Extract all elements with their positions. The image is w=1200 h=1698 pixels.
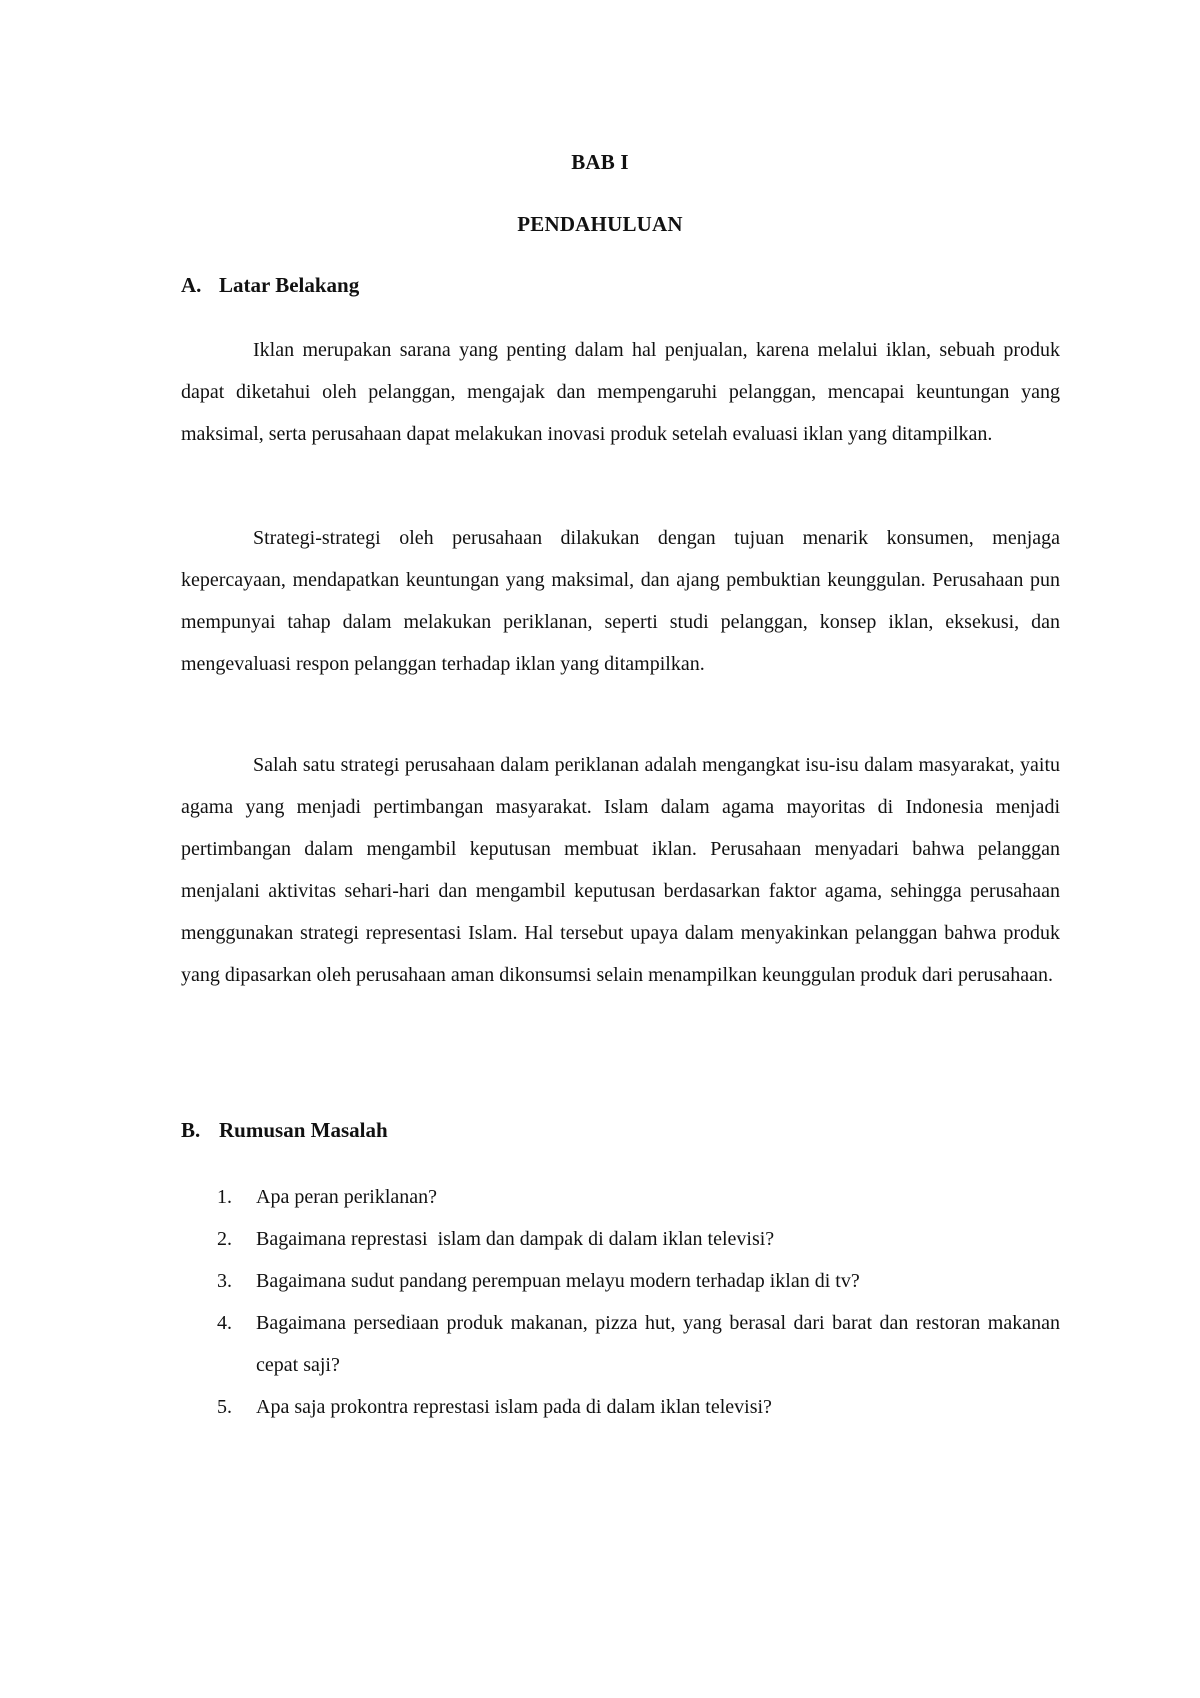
list-item [181,1302,1060,1386]
list-item [181,1260,1060,1302]
chapter-title: PENDAHULUAN [517,212,683,236]
list-item-text: Apa peran periklanan? [256,1186,438,1208]
section-letter: A. [181,273,202,297]
list-item-text: Apa saja prokontra represtasi islam pada di dalam iklan televisi? [256,1396,772,1418]
list-item-number: 5. [217,1396,232,1418]
list-item-number: 3. [217,1270,232,1292]
list-item [181,1386,1060,1428]
paragraph: Iklan merupakan sarana yang penting dalam hal penjualan, karena melalui iklan, sebuah produk dapat diketahui oleh pelanggan, mengajak dan mempengaruhi pelanggan, mencapai keuntungan yang maksimal, serta perusahaan dapat melakukan inovasi produk setelah evaluasi iklan yang ditampilkan. [181,339,1060,445]
section-heading-latar-belakang [181,273,359,298]
list-item-number: 1. [217,1186,232,1208]
list-item-text: Bagaimana persediaan produk makanan, pizza hut, yang berasal dari barat dan restoran makanan cepat saji? [256,1312,1060,1376]
list-item-number: 2. [217,1228,232,1250]
section-letter: B. [181,1118,201,1142]
paragraph: Strategi-strategi oleh perusahaan dilakukan dengan tujuan menarik konsumen, menjaga kepercayaan, mendapatkan keuntungan yang maksimal, dan ajang pembuktian keunggulan. Perusahaan pun mempunyai tahap dalam melakukan periklanan, seperti studi pelanggan, konsep iklan, eksekusi, dan mengevaluasi respon pelanggan terhadap iklan yang ditampilkan. [181,527,1060,675]
paragraph: Salah satu strategi perusahaan dalam periklanan adalah mengangkat isu-isu dalam masyarakat, yaitu agama yang menjadi pertimbangan masyarakat. Islam dalam agama mayoritas di Indonesia menjadi pertimbangan dalam mengambil keputusan membuat iklan. Perusahaan menyadari bahwa pelanggan menjalani aktivitas sehari-hari dan mengambil keputusan berdasarkan faktor agama, sehingga perusahaan menggunakan strategi representasi Islam. Hal tersebut upaya dalam menyakinkan pelanggan bahwa produk yang dipasarkan oleh perusahaan aman dikonsumsi selain menampilkan keunggulan produk dari perusahaan. [181,754,1060,986]
list-item-number: 4. [217,1312,232,1334]
list-item-text: Bagaimana sudut pandang perempuan melayu modern terhadap iklan di tv? [256,1270,860,1292]
section-title: Rumusan Masalah [219,1118,388,1142]
list-item [181,1176,1060,1218]
list-item [181,1218,1060,1260]
problem-list [181,1176,1060,1428]
chapter-number: BAB I [571,150,629,174]
section-title: Latar Belakang [219,273,360,297]
list-item-text: Bagaimana represtasi islam dan dampak di dalam iklan televisi? [256,1228,775,1250]
section-heading-rumusan-masalah [181,1118,388,1143]
